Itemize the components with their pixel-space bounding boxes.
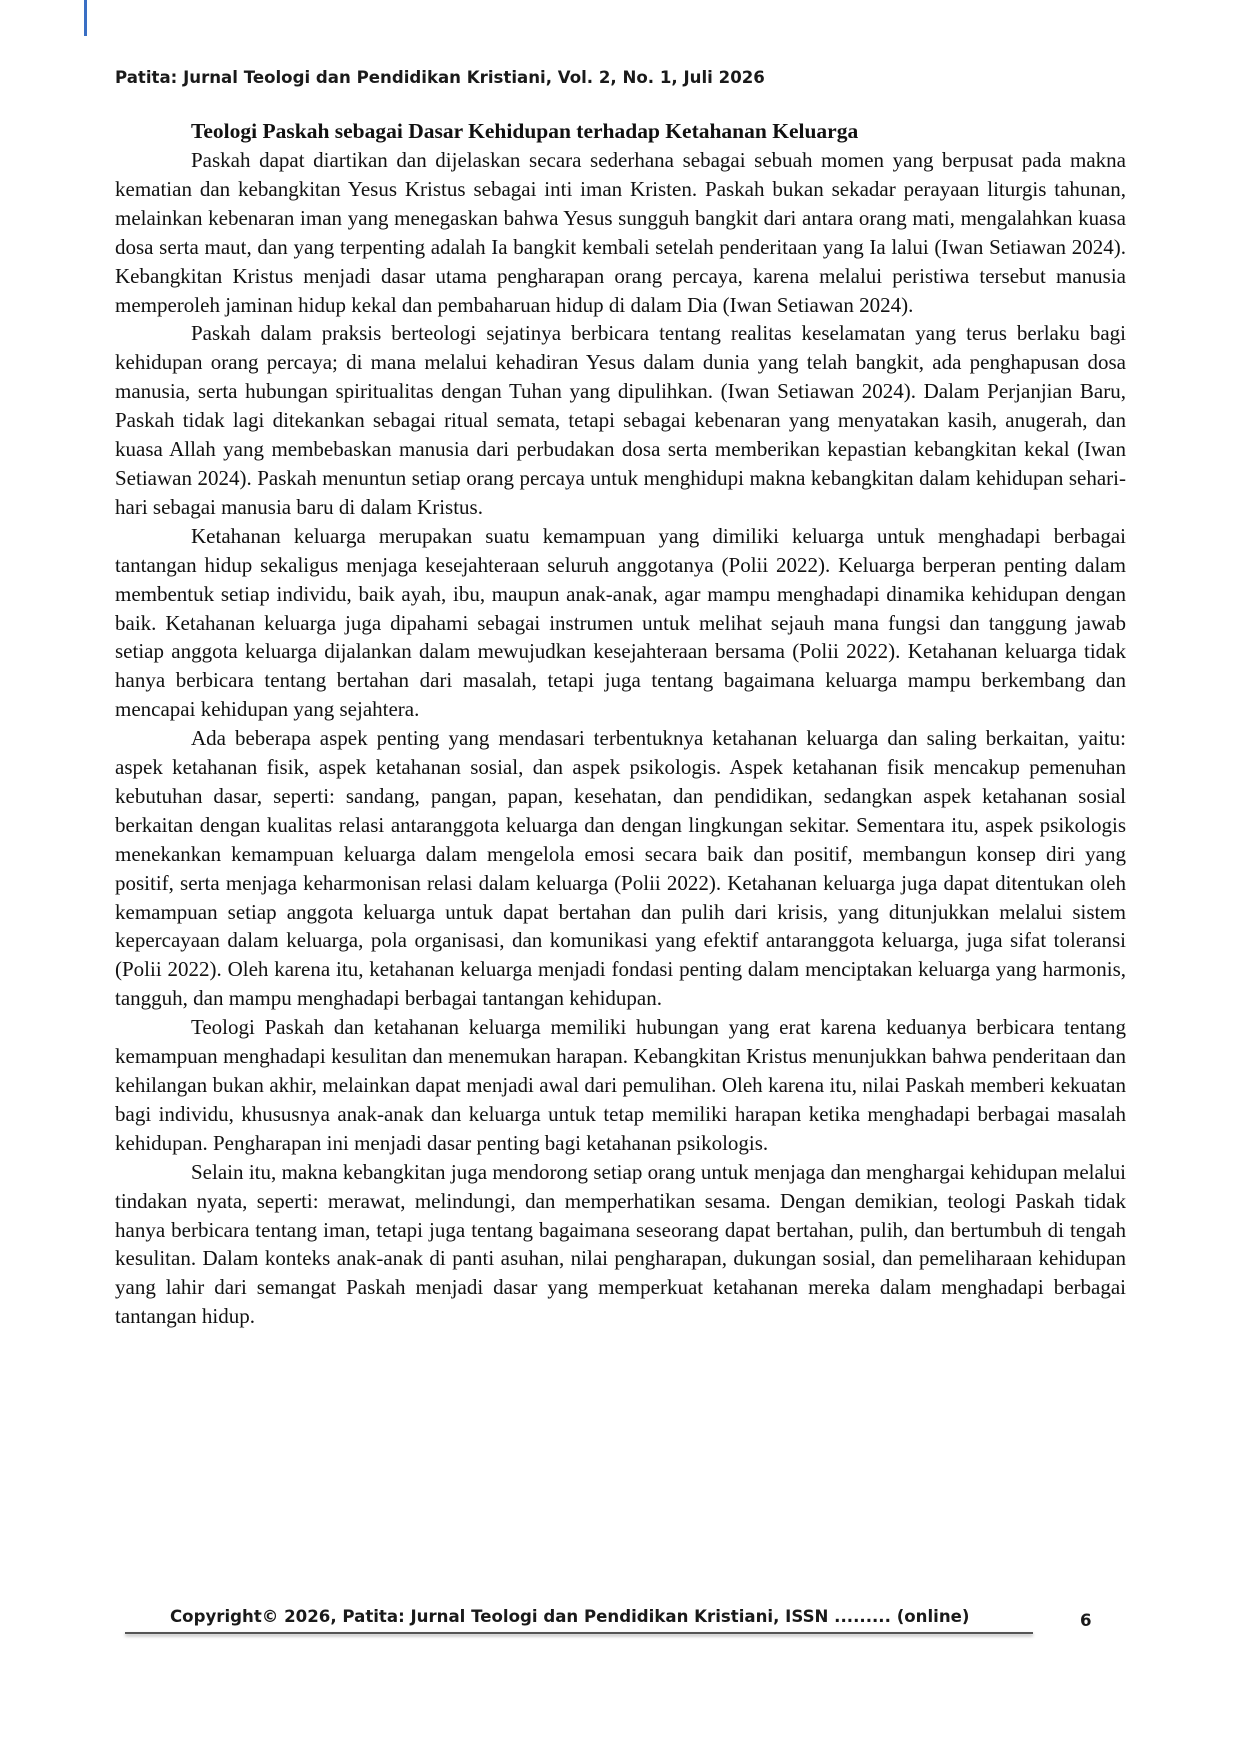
paragraph-3: Ketahanan keluarga merupakan suatu kemampuan yang dimiliki keluarga untuk menghadapi berbagai tantangan hidup sekaligus menjaga kesejahteraan seluruh anggotanya (Polii 2022). Keluarga berperan penting dalam membentuk setiap individu, baik ayah, ibu, maupun anak-anak, agar mampu menghadapi dinamika kehidupan dengan baik. Ketahanan keluarga juga dipahami sebagai instrumen untuk melihat sejauh mana fungsi dan tanggung jawab setiap anggota keluarga dijalankan dalam mewujudkan kesejahteraan bersama (Polii 2022). Ketahanan keluarga tidak hanya berbicara tentang bertahan dari masalah, tetapi juga tentang bagaimana keluarga mampu berkembang dan mencapai kehidupan yang sejahtera.	[115, 523, 1126, 722]
footer-copyright: Copyright© 2026, Patita: Jurnal Teologi dan Pendidikan Kristiani, ISSN ......... (online)	[170, 1607, 970, 1626]
paragraph-4: Ada beberapa aspek penting yang mendasari terbentuknya ketahanan keluarga dan saling berkaitan, yaitu: aspek ketahanan fisik, aspek ketahanan sosial, dan aspek psikologis. Aspek ketahanan fisik mencakup pemenuhan kebutuhan dasar, seperti: sandang, pangan, papan, kesehatan, dan pendidikan, sedangkan aspek ketahanan sosial berkaitan dengan kualitas relasi antaranggota keluarga dan dengan lingkungan sekitar. Sementara itu, aspek psikologis menekankan kemampuan keluarga dalam mengelola emosi secara baik dan positif, membangun konsep diri yang positif, serta menjaga keharmonisan relasi dalam keluarga (Polii 2022). Ketahanan keluarga juga dapat ditentukan oleh kemampuan setiap anggota keluarga untuk dapat bertahan dan pulih dari krisis, yang ditunjukkan melalui sistem kepercayaan dalam keluarga, pola organisasi, dan komunikasi yang efektif antaranggota keluarga, juga sifat toleransi (Polii 2022). Oleh karena itu, ketahanan keluarga menjadi fondasi penting dalam menciptakan keluarga yang harmonis, tangguh, dan mampu menghadapi berbagai tantangan kehidupan.	[115, 726, 1126, 1011]
footer-divider	[125, 1632, 1033, 1634]
article-body	[115, 117, 1126, 1331]
page-number: 6	[1080, 1611, 1092, 1630]
paragraph-1: Paskah dapat diartikan dan dijelaskan secara sederhana sebagai sebuah momen yang berpusat pada makna kematian dan kebangkitan Yesus Kristus sebagai inti iman Kristen. Paskah bukan sekadar perayaan liturgis tahunan, melainkan kebenaran iman yang menegaskan bahwa Yesus sungguh bangkit dari antara orang mati, mengalahkan kuasa dosa serta maut, dan yang terpenting adalah Ia bangkit kembali setelah penderitaan yang Ia lalui (Iwan Setiawan 2024). Kebangkitan Kristus menjadi dasar utama pengharapan orang percaya, karena melalui peristiwa tersebut manusia memperoleh jaminan hidup kekal dan pembaharuan hidup di dalam Dia (Iwan Setiawan 2024).	[115, 148, 1126, 317]
journal-running-header: Patita: Jurnal Teologi dan Pendidikan Kristiani, Vol. 2, No. 1, Juli 2026	[115, 68, 765, 87]
section-title: Teologi Paskah sebagai Dasar Kehidupan terhadap Ketahanan Keluarga	[191, 119, 859, 143]
paragraph-5: Teologi Paskah dan ketahanan keluarga memiliki hubungan yang erat karena keduanya berbicara tentang kemampuan menghadapi kesulitan dan menemukan harapan. Kebangkitan Kristus menunjukkan bahwa penderitaan dan kehilangan bukan akhir, melainkan dapat menjadi awal dari pemulihan. Oleh karena itu, nilai Paskah memberi kekuatan bagi individu, khususnya anak-anak dan keluarga untuk tetap memiliki harapan ketika menghadapi berbagai masalah kehidupan. Pengharapan ini menjadi dasar penting bagi ketahanan psikologis.	[115, 1015, 1126, 1155]
margin-accent-bar	[84, 0, 87, 36]
paragraph-6: Selain itu, makna kebangkitan juga mendorong setiap orang untuk menjaga dan menghargai kehidupan melalui tindakan nyata, seperti: merawat, melindungi, dan memperhatikan sesama. Dengan demikian, teologi Paskah tidak hanya berbicara tentang iman, tetapi juga tentang bagaimana seseorang dapat bertahan, pulih, dan bertumbuh di tengah kesulitan. Dalam konteks anak-anak di panti asuhan, nilai pengharapan, dukungan sosial, dan pemeliharaan kehidupan yang lahir dari semangat Paskah menjadi dasar yang memperkuat ketahanan mereka dalam menghadapi berbagai tantangan hidup.	[115, 1159, 1126, 1329]
paragraph-2: Paskah dalam praksis berteologi sejatinya berbicara tentang realitas keselamatan yang terus berlaku bagi kehidupan orang percaya; di mana melalui kehadiran Yesus dalam dunia yang telah bangkit, ada penghapusan dosa manusia, serta hubungan spiritualitas dengan Tuhan yang dipulihkan. (Iwan Setiawan 2024). Dalam Perjanjian Baru, Paskah tidak lagi ditekankan sebagai ritual semata, tetapi sebagai kebenaran yang menyatakan kasih, anugerah, dan kuasa Allah yang membebaskan manusia dari perbudakan dosa serta memberikan kepastian kebangkitan kekal (Iwan Setiawan 2024). Paskah menuntun setiap orang percaya untuk menghidupi makna kebangkitan dalam kehidupan sehari-hari sebagai manusia baru di dalam Kristus.	[115, 321, 1126, 519]
